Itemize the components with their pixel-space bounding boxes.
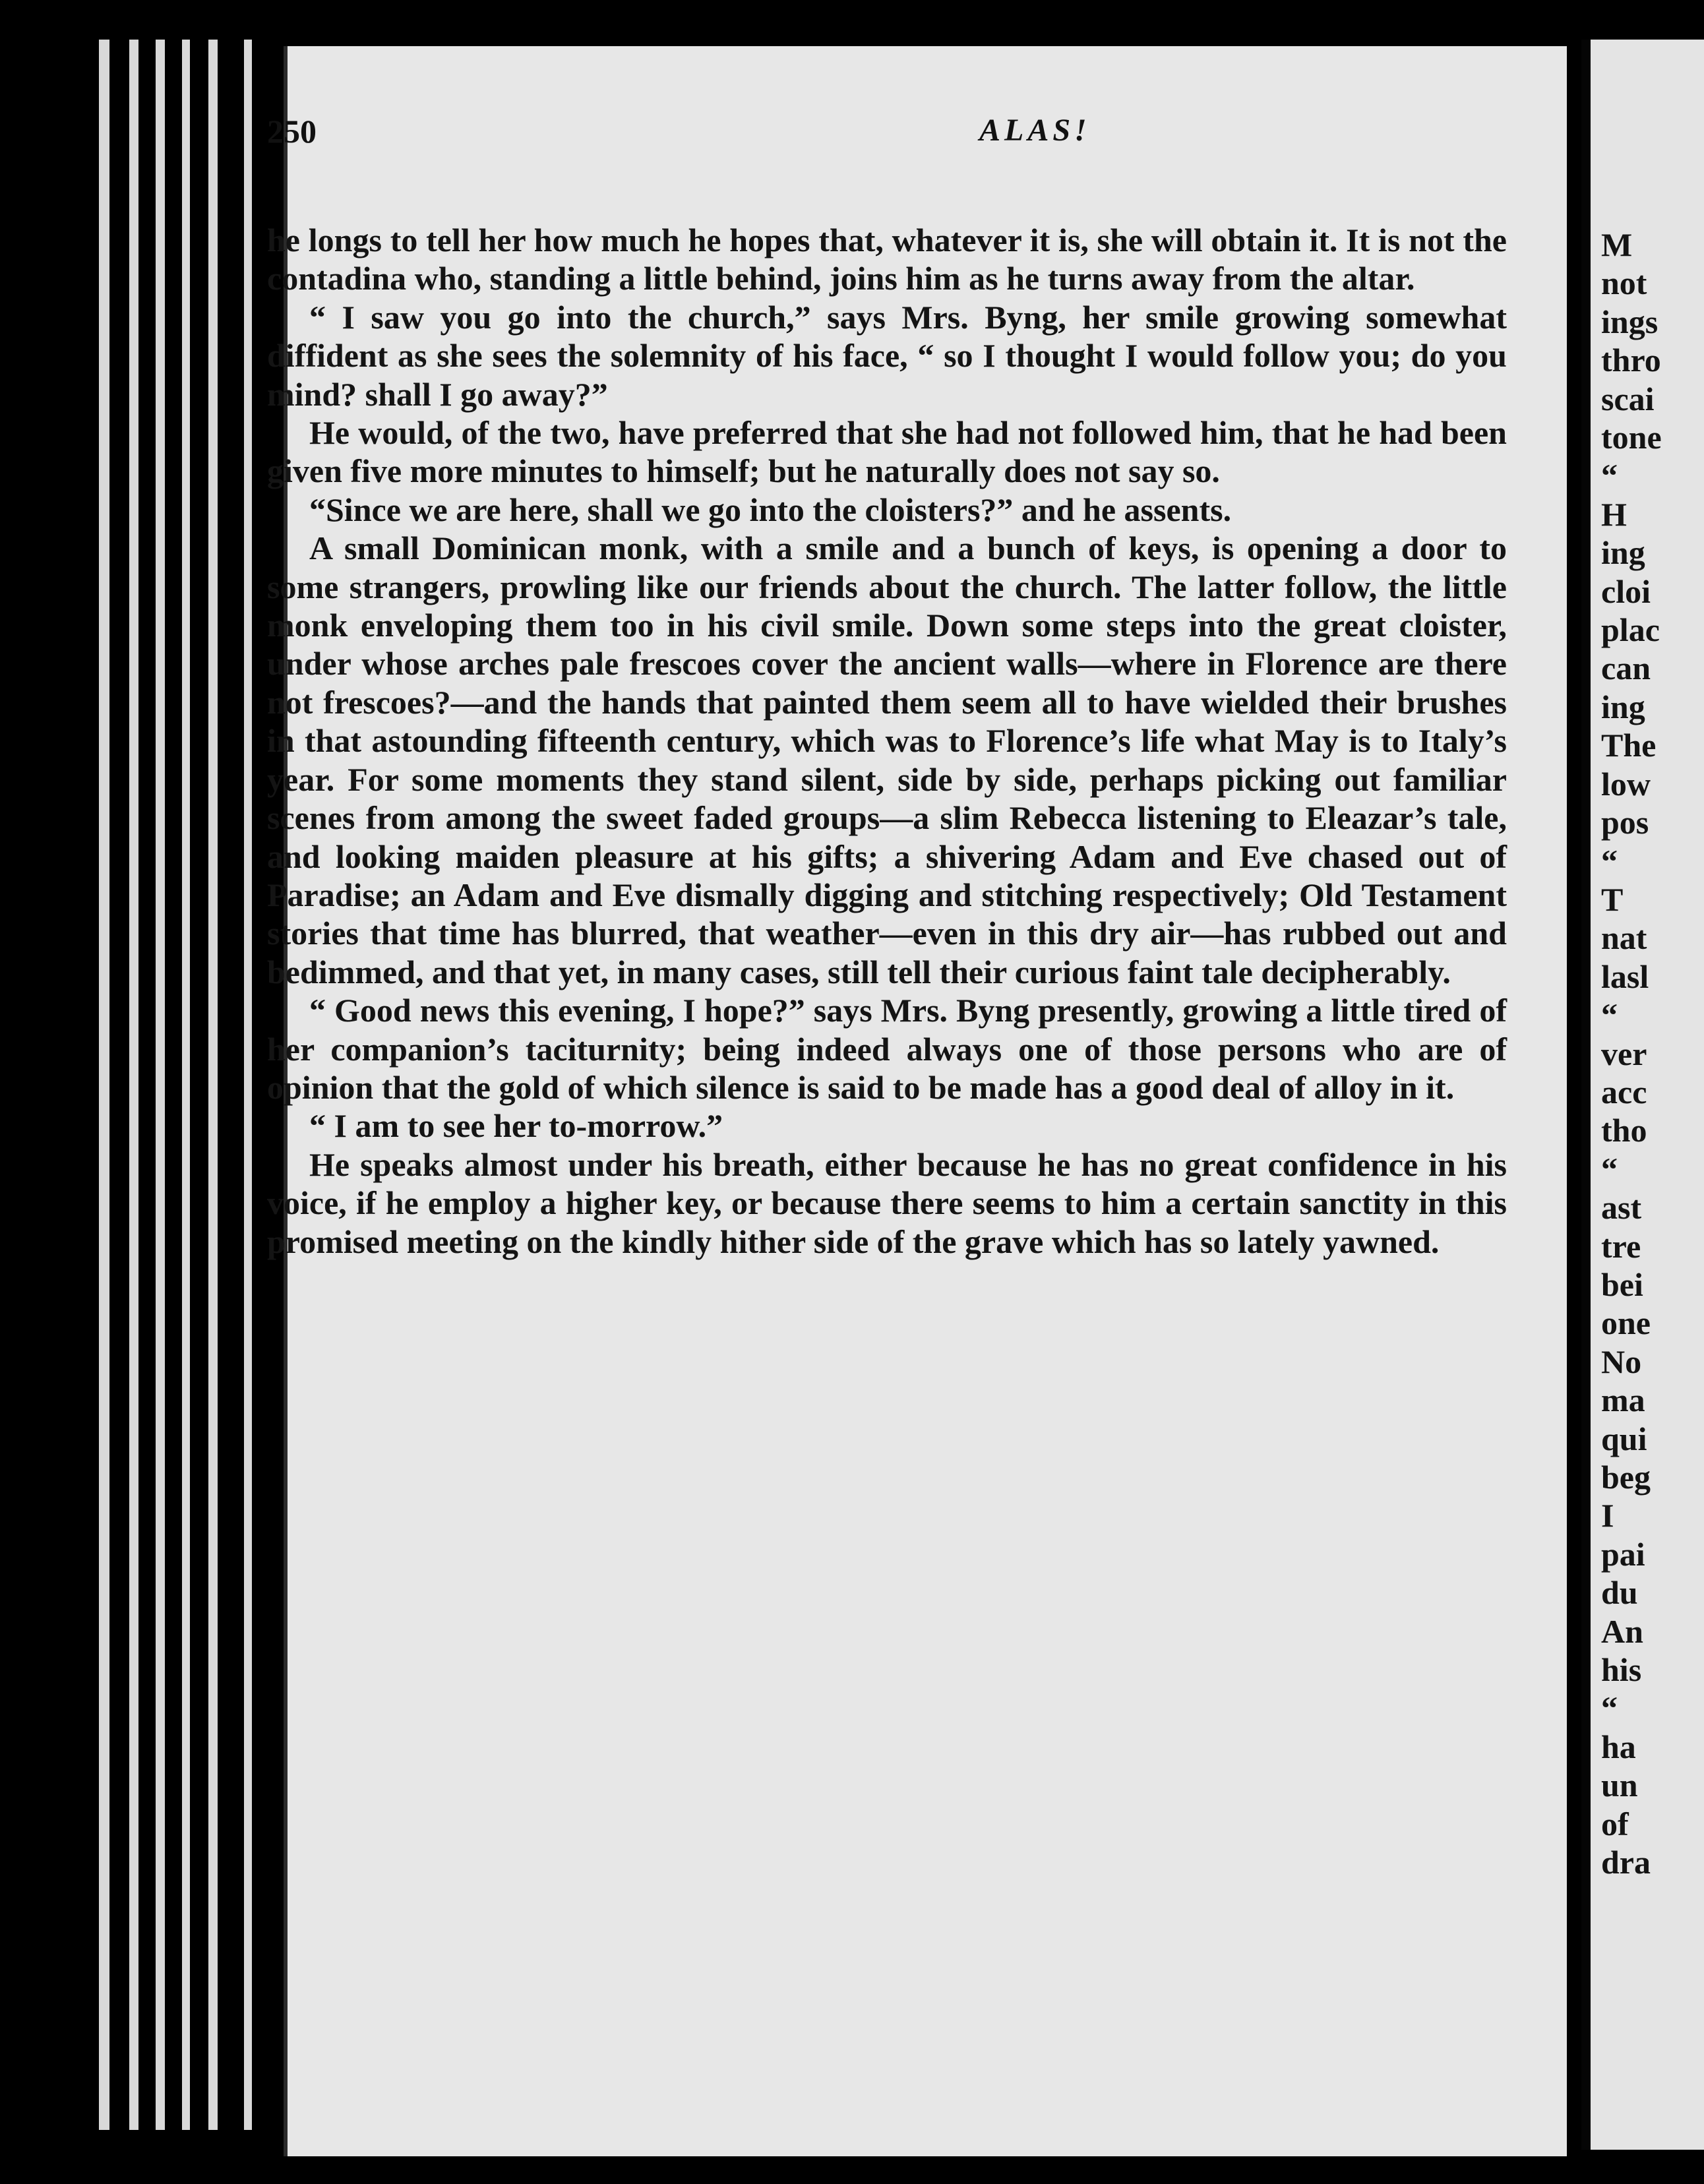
facing-page-line: qui [1601,1420,1647,1457]
paragraph: A small Dominican monk, with a smile and a bunch of keys, is opening a door to some strangers, prowling like our friends about the church. The latter follow, the little monk enveloping them too in his civil smile. Down some steps into the great cloister, under whose arches pale frescoes cover the ancient walls—where in Florence are there not frescoes?—and the hands that painted them seem all to have wielded their brushes in that astounding fifteenth century, which was to Florence’s life what May is to Italy’s year. For some moments they stand silent, side by side, perhaps picking out familiar scenes from among the sweet faded groups—a slim Rebecca listening to Eleazar’s tale, and looking maiden pleasure at his gifts; a shivering Adam and Eve chased out of Paradise; an Adam and Eve dismally digging and stitching respectively; Old Testament stories that time has blurred, that weather—even in this dry air—has rubbed out and bedimmed, and that yet, in many cases, still tell their curious faint tale decipherably. [267,530,1507,990]
page-number: 250 [267,113,317,150]
facing-page-line: low [1601,765,1651,803]
facing-page-line: “ [1601,1150,1618,1188]
facing-page-line: lasl [1601,957,1649,995]
facing-page [1581,40,1704,2150]
paragraph: He speaks almost under his breath, either because he has no great confidence in his voice, if he employ a higher key, or because there seems to him a certain sanctity in this promised meeting on the kindly hither side of the grave which has so lately yawned. [267,1145,1507,1260]
page-edge [182,40,190,2130]
facing-page-line: thro [1601,342,1661,379]
facing-page-line: acc [1601,1073,1647,1110]
paragraph: “ Good news this evening, I hope?” says Mrs. Byng presently, growing a little tired of her companion’s taciturnity; being indeed always one of those persons who are of opinion that the gold of which silence is said to be made has a good deal of alloy in it. [267,992,1507,1106]
facing-page-line: can [1601,650,1651,687]
paragraph: “ I saw you go into the church,” says Mrs. Byng, her smile growing somewhat diffident as she sees the solemnity of his face, “ so I thought I would follow you; do you mind? shall I go away?” [267,298,1507,413]
facing-page-line: ing [1601,688,1645,725]
page-edge [244,40,252,2130]
page-edge [99,40,109,2130]
facing-page-line: pai [1601,1535,1645,1573]
facing-page-line: T [1601,880,1624,918]
facing-page-line: “ [1601,1689,1618,1727]
paragraph: he longs to tell her how much he hopes that, whatever it is, she will obtain it. It is not the contadina who, standing a little behind, joins him as he turns away from the altar. [267,222,1507,297]
page-edge [129,40,138,2130]
facing-page-line: dra [1601,1844,1651,1881]
facing-page-line: “ [1601,457,1618,495]
facing-page-line: cloi [1601,572,1651,610]
facing-page-text [1601,226,1662,1881]
facing-page-line: plac [1601,611,1660,649]
facing-page-line: ast [1601,1189,1642,1227]
facing-page-line: ing [1601,534,1645,572]
facing-page-line: H [1601,495,1627,533]
facing-page-line: du [1601,1574,1638,1612]
facing-page-line: An [1601,1612,1643,1650]
facing-page-line: beg [1601,1459,1651,1496]
paragraph: “Since we are here, shall we go into the cloisters?” and he assents. [309,491,1232,528]
facing-page-line: his [1601,1651,1642,1689]
facing-page-line: ver [1601,1035,1647,1072]
running-head: ALAS! [979,113,1091,148]
facing-page-line: un [1601,1767,1638,1804]
facing-page-line: tho [1601,1112,1647,1149]
facing-page-line: pos [1601,804,1649,841]
page-edge [208,40,218,2130]
facing-page-line: not [1601,264,1647,302]
page-header [267,112,1507,165]
facing-page-line: I [1601,1497,1614,1534]
facing-page-line: tre [1601,1227,1641,1265]
page-edge [156,40,165,2130]
facing-page-line: M [1601,226,1633,263]
facing-page-line: tone [1601,419,1662,456]
facing-page-line: No [1601,1343,1642,1380]
facing-page-line: ma [1601,1381,1645,1419]
facing-page-line: nat [1601,919,1647,957]
facing-page-line: The [1601,727,1657,764]
facing-page-line: bei [1601,1265,1643,1303]
facing-page-line: one [1601,1304,1651,1342]
facing-page-line: “ [1601,996,1618,1034]
facing-page-line: scai [1601,380,1655,417]
facing-page-line: ings [1601,303,1658,340]
facing-page-line: ha [1601,1728,1636,1765]
facing-page-line: “ [1601,842,1618,880]
facing-page-line: of [1601,1805,1629,1842]
paragraph: “ I am to see her to-morrow.” [309,1107,723,1145]
body-text [267,221,1507,1261]
paragraph: He would, of the two, have preferred that she had not followed him, that he had been given five more minutes to himself; but he naturally does not say so. [267,414,1507,490]
